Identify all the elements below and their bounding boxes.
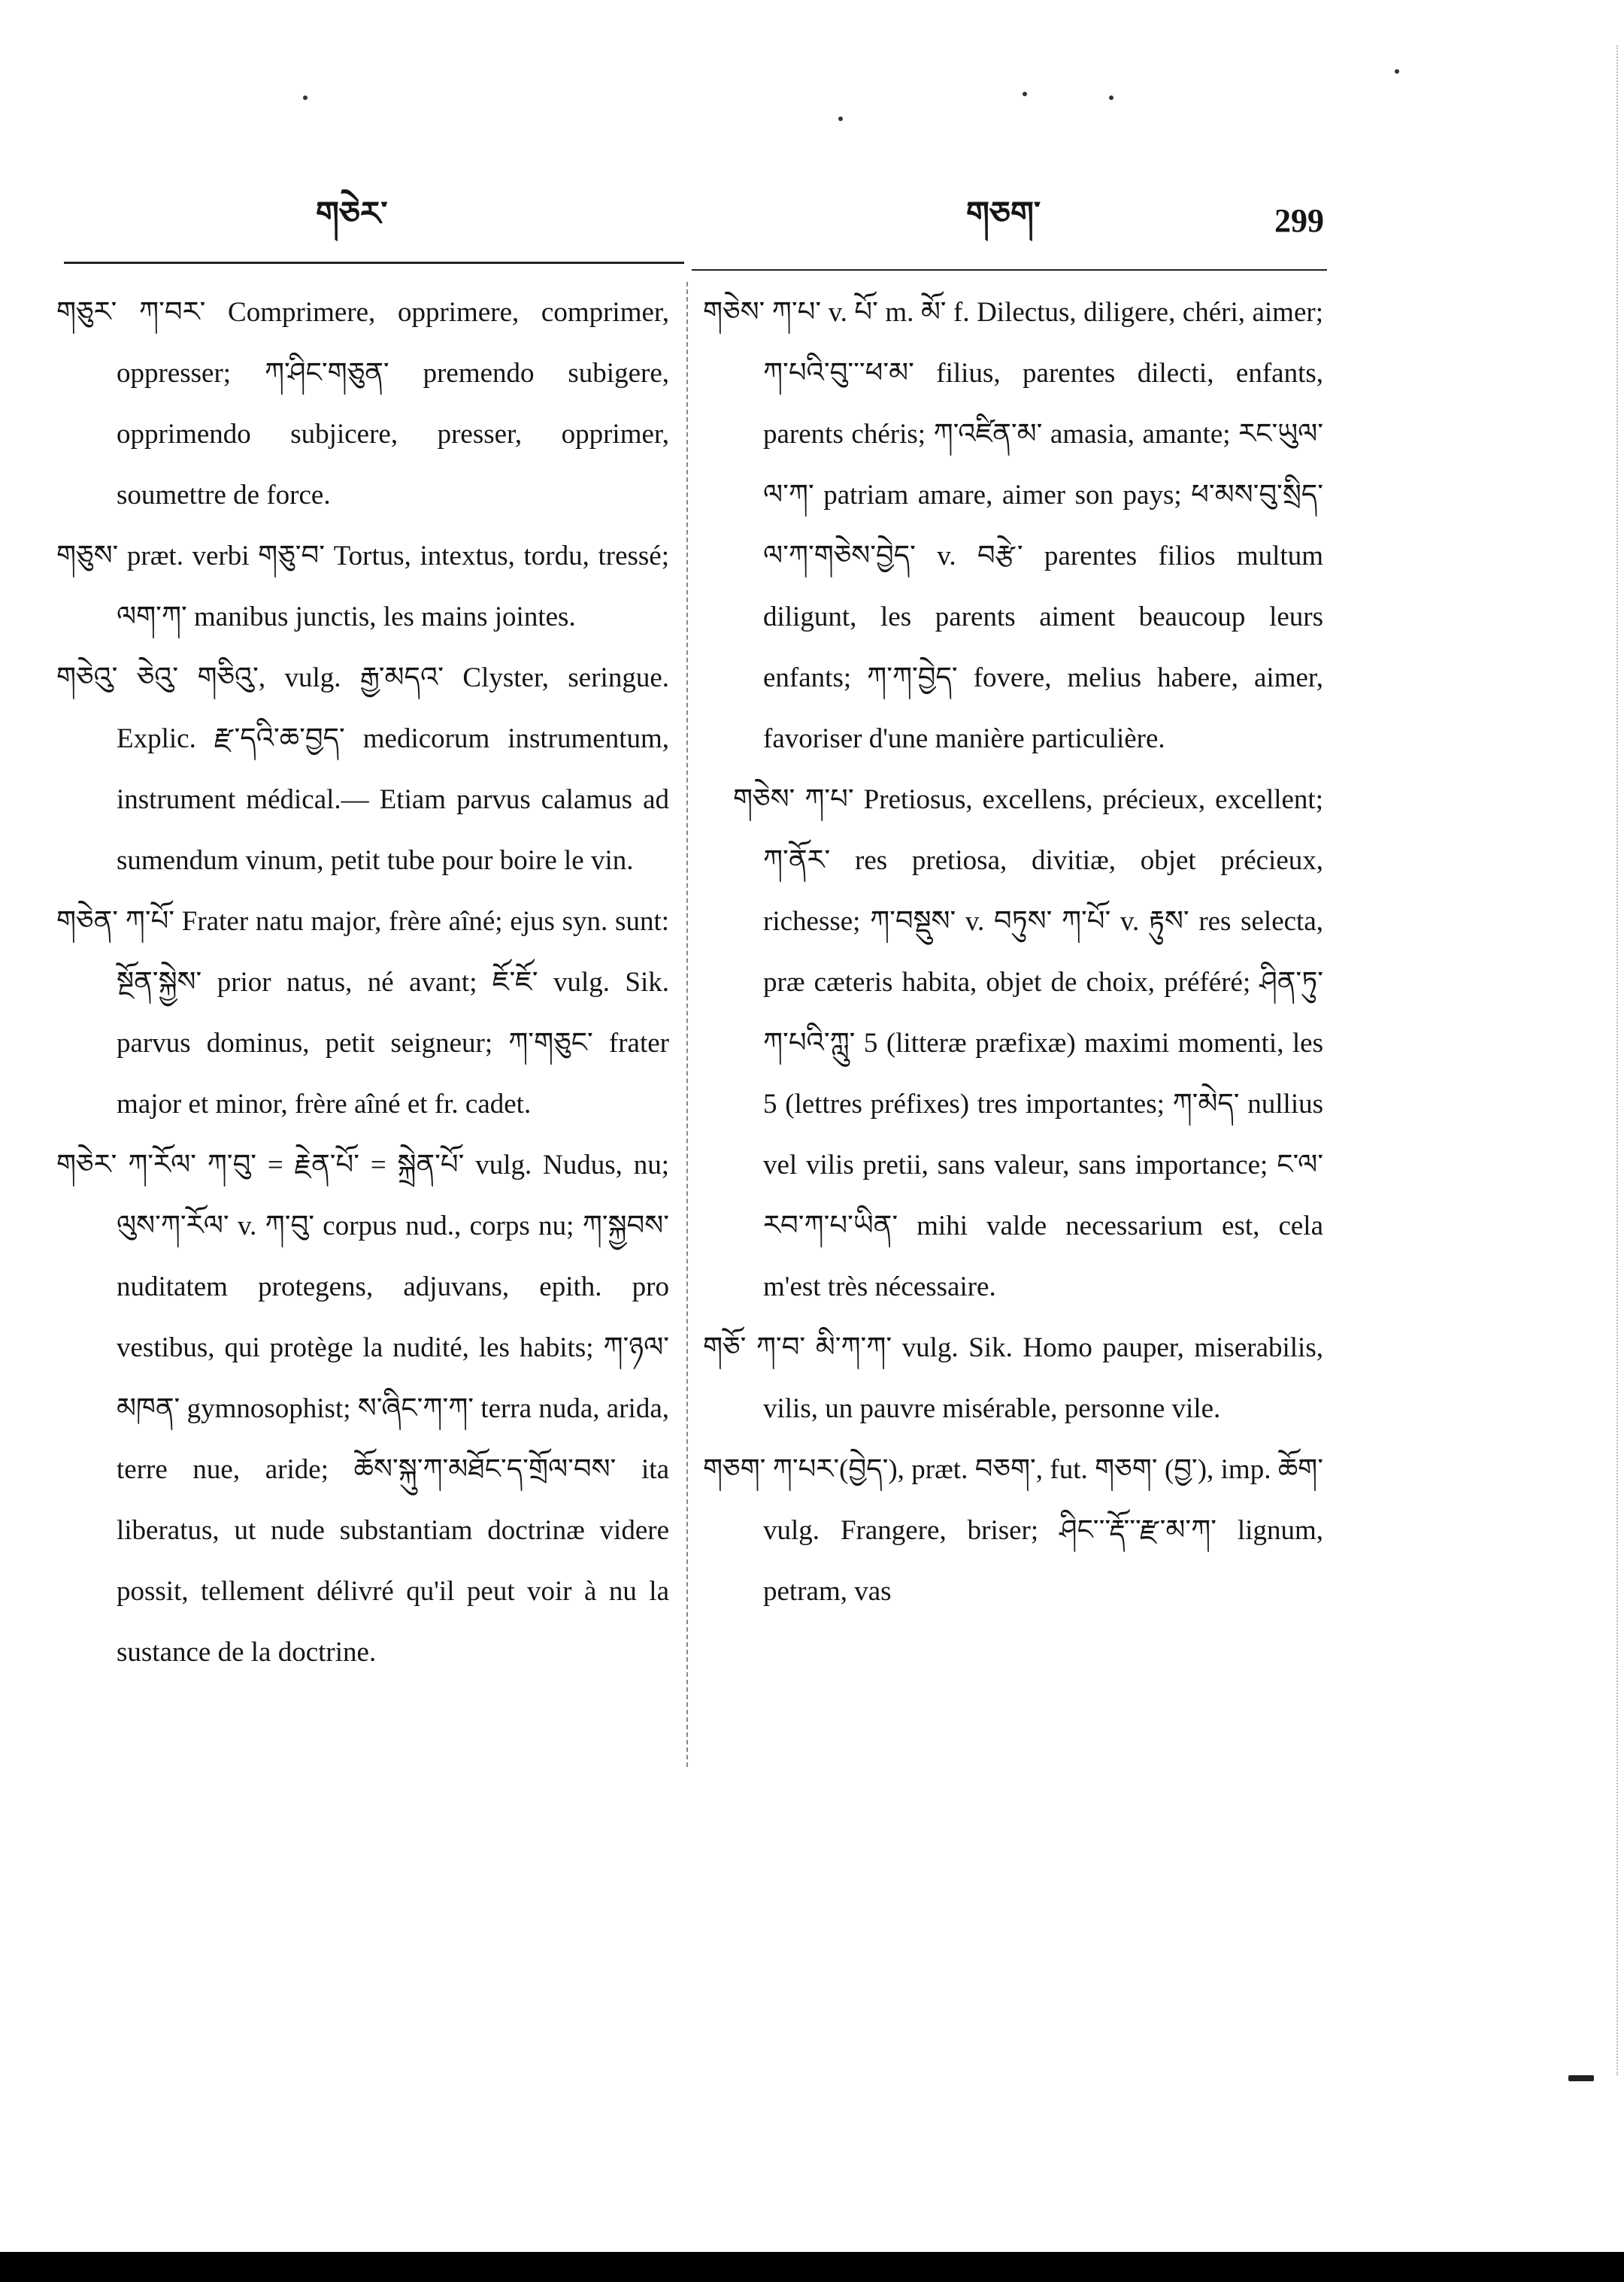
entry-gcen: གཅེན་ ཀ་པོ་ Frater natu major, frère aîné; ejus syn. sunt: སྔོན་སྐྱེས་ prior natus, né avant; ཇོ་ཇོ་ vulg. Sik. parvus dominus, petit seigneur; ཀ་གཅུང་ frater major et minor, frère aîné et fr. cadet.	[56, 906, 669, 1120]
header-rule-right	[692, 269, 1327, 271]
entry-gces-dilectus: གཅེས་ ཀ་པ་ v. པོ་ m. མོ་ f. Dilectus, diligere, chéri, aimer; ཀ་པའི་བུ་་་ཕ་མ་ filius, parentes dilecti, enfants, parents chéris; ཀ་འཛིན་མ་ amasia, amante; རང་ཡུལ་ལ་ཀ་ patriam amare, aimer son pays; ཕ་མས་བུ་སྲིད་ལ་ཀ་གཅེས་བྱེད་ v. བརྩེ་ parentes filios multum diligunt, les parents aiment beaucoup leurs enfants; ཀ་ཀ་བྱེད་ fovere, melius habere, aimer, favoriser d'une manière particulière.	[703, 297, 1323, 754]
scan-speck	[1109, 95, 1113, 100]
scan-speck	[1395, 69, 1399, 74]
entry-gcag: གཅག་ ཀ་པར་(བྱེད་), præt. བཅག་, fut. གཅག་ (བྱ་), imp. ཆོག་ vulg. Frangere, briser; ཤིང་་་རྡོ་་་རྫ་མ་ཀ་ lignum, petram, vas	[703, 1454, 1323, 1607]
entry-gces-pretiosus: གཅེས་ ཀ་པ་ Pretiosus, excellens, précieux, excellent; ཀ་ནོར་ res pretiosa, divitiæ, objet précieux, richesse; ཀ་བསྡུས་ v. བཏུས་ ཀ་པོ་ v. རྟུས་ res selecta, præ cæteris habita, objet de choix, préféré; ཤིན་ཏུ་ཀ་པའི་ཀླུ་ 5 (litteræ præfixæ) maximi momenti, les 5 (lettres préfixes) tres importantes; ཀ་མེད་ nullius vel vilis pretii, sans valeur, sans importance; ང་ལ་རབ་ཀ་པ་ཡིན་ mihi valde necessarium est, cela m'est très nécessaire.	[733, 784, 1323, 1302]
header-rule-left	[64, 262, 684, 264]
entry-gceu: གཅེའུ་ ཅེའུ་ གཅིའུ་, vulg. རྒྱ་མདའ་ Clyster, seringue. Explic. རྫ་དའི་ཆ་བྱད་ medicorum instrumentum, instrument médical.— Etiam parvus calamus ad sumendum vinum, petit tube pour boire le vin.	[56, 662, 669, 876]
scan-speck	[838, 117, 843, 121]
left-column	[56, 282, 669, 1683]
entry-gcur: གཅུར་ ཀ་བར་ Comprimere, opprimere, comprimer, oppresser; ཀ་ཤིང་གཅུན་ premendo subigere, opprimendo subjicere, presser, opprimer, soumettre de force.	[56, 297, 669, 511]
running-head-right: གཅག་	[966, 195, 1041, 233]
column-divider	[686, 282, 688, 1767]
running-head-left: གཅེར་	[316, 195, 388, 233]
page-edge	[1616, 45, 1624, 2075]
scan-speck	[303, 95, 308, 100]
right-column	[703, 282, 1323, 1622]
margin-mark	[1568, 2075, 1594, 2081]
scan-bottom-bar	[0, 2252, 1624, 2282]
page-number: 299	[1274, 202, 1324, 239]
entry-gcer: གཅེར་ ཀ་རོལ་ ཀ་བུ་ = རྗེན་པོ་ = སྐྲེན་པོ་ vulg. Nudus, nu; ལུས་ཀ་རོལ་ v. ཀ་བུ་ corpus nud., corps nu; ཀ་སྐྱབས་ nuditatem protegens, adjuvans, epith. pro vestibus, qui protège la nudité, les habits; ཀ་ཉལ་མཁན་ gymnosophist; ས་ཞིང་ཀ་ཀ་ terra nuda, arida, terre nue, aride; ཆོས་སྐུ་ཀ་མཐོང་ད་གྲོལ་བས་ ita liberatus, ut nude substantiam doctrinæ videre possit, tellement délivré qu'il peut voir à nu la sustance de la doctrine.	[56, 1150, 669, 1668]
entry-gco: གཅོ་ ཀ་བ་ མི་ཀ་ཀ་ vulg. Sik. Homo pauper, miserabilis, vilis, un pauvre misérable, personne vile.	[703, 1332, 1323, 1424]
entry-gcus: གཅུས་ præt. verbi གཅུ་བ་ Tortus, intextus, tordu, tressé; ལག་ཀ་ manibus junctis, les mains jointes.	[56, 541, 669, 632]
scan-speck	[1023, 92, 1027, 96]
